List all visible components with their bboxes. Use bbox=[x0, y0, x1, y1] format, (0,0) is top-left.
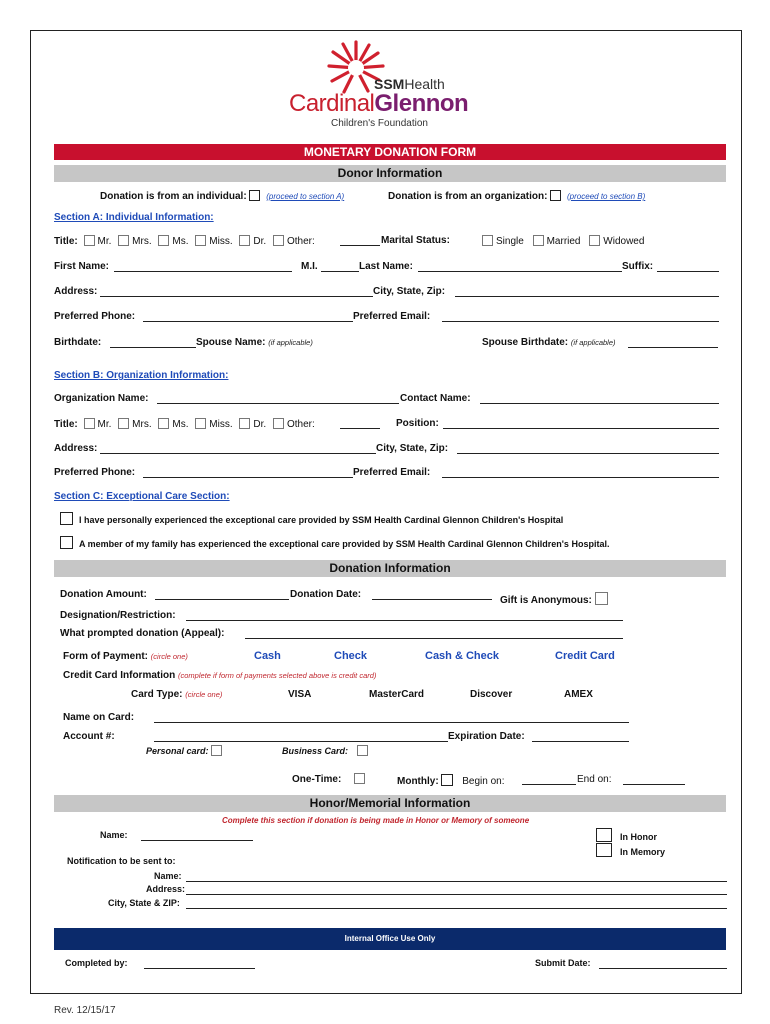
spouse-birthdate-field[interactable] bbox=[628, 347, 718, 348]
honoree-name-label: Name: bbox=[100, 830, 128, 840]
mi-label: M.I. bbox=[301, 261, 318, 272]
b-title-miss-checkbox[interactable] bbox=[195, 418, 206, 429]
account-field[interactable] bbox=[154, 741, 448, 742]
section-b-title: Section B: Organization Information: bbox=[54, 370, 229, 381]
a-city-label: City, State, Zip: bbox=[373, 286, 446, 297]
anonymous-checkbox[interactable] bbox=[595, 592, 608, 605]
b-city-label: City, State, Zip: bbox=[376, 443, 449, 454]
b-title-mrs-checkbox[interactable] bbox=[118, 418, 129, 429]
in-honor-row: In Honor bbox=[596, 828, 657, 842]
notify-address-field[interactable] bbox=[186, 894, 727, 895]
a-address-label: Address: bbox=[54, 286, 98, 297]
notify-name-field[interactable] bbox=[186, 881, 727, 882]
section-a-title: Section A: Individual Information: bbox=[54, 212, 214, 223]
card-mastercard[interactable]: MasterCard bbox=[369, 689, 425, 700]
in-memory-checkbox[interactable] bbox=[596, 843, 612, 857]
appeal-label: What prompted donation (Appeal): bbox=[60, 628, 225, 639]
position-field[interactable] bbox=[443, 428, 719, 429]
personal-card-row: Personal card: bbox=[146, 745, 225, 756]
married-checkbox[interactable] bbox=[533, 235, 544, 246]
org-name-field[interactable] bbox=[157, 403, 399, 404]
b-email-label: Preferred Email: bbox=[353, 467, 431, 478]
b-other-line[interactable] bbox=[340, 428, 380, 429]
logo-cardinal-glennon: CardinalGlennon bbox=[289, 90, 469, 117]
monthly-row: Monthly: Begin on: bbox=[397, 776, 505, 787]
anonymous-row: Gift is Anonymous: bbox=[500, 592, 611, 606]
a-city-field[interactable] bbox=[455, 296, 719, 297]
personal-card-checkbox[interactable] bbox=[211, 745, 222, 756]
amount-label: Donation Amount: bbox=[60, 589, 147, 600]
card-type-row: Card Type: (circle one) bbox=[131, 689, 223, 700]
from-org-row: Donation is from an organization: (proceed to section B) bbox=[388, 191, 646, 202]
b-phone-label: Preferred Phone: bbox=[54, 467, 136, 478]
a-title-mrs-checkbox[interactable] bbox=[118, 235, 129, 246]
notify-city-label: City, State & ZIP: bbox=[108, 898, 180, 908]
card-discover[interactable]: Discover bbox=[470, 689, 513, 700]
b-title-dr-checkbox[interactable] bbox=[239, 418, 250, 429]
payment-credit-card[interactable]: Credit Card bbox=[555, 650, 615, 662]
first-name-label: First Name: bbox=[54, 261, 110, 272]
care-personal-checkbox[interactable] bbox=[60, 512, 73, 525]
donation-date-field[interactable] bbox=[372, 599, 492, 600]
donation-info-header: Donation Information bbox=[54, 560, 726, 577]
contact-label: Contact Name: bbox=[400, 393, 471, 404]
submit-date-field[interactable] bbox=[599, 968, 727, 969]
section-b-title-row: Title: Mr. Mrs. Ms. Miss. Dr. Other: bbox=[54, 419, 315, 430]
logo-ssmhealth: SSMHealth bbox=[374, 76, 445, 92]
cc-info-row: Credit Card Information (complete if form of payments selected above is credit card) bbox=[63, 670, 377, 681]
last-name-field[interactable] bbox=[418, 271, 622, 272]
a-phone-label: Preferred Phone: bbox=[54, 311, 136, 322]
payment-check[interactable]: Check bbox=[334, 650, 368, 662]
notify-name-label: Name: bbox=[154, 871, 182, 881]
monthly-checkbox[interactable] bbox=[441, 774, 453, 786]
position-label: Position: bbox=[396, 418, 439, 429]
org-name-label: Organization Name: bbox=[54, 393, 149, 404]
spouse-name-row: Spouse Name: (if applicable) bbox=[196, 337, 313, 348]
name-on-card-label: Name on Card: bbox=[63, 712, 135, 723]
section-a-title-row: Title: Mr. Mrs. Ms. Miss. Dr. Other: bbox=[54, 236, 315, 247]
proceed-a-link[interactable]: (proceed to section A) bbox=[266, 192, 345, 201]
birthdate-field[interactable] bbox=[110, 347, 196, 348]
account-label: Account #: bbox=[63, 731, 115, 742]
payment-cash[interactable]: Cash bbox=[254, 650, 281, 662]
in-memory-row: In Memory bbox=[596, 843, 665, 857]
marital-label: Marital Status: bbox=[381, 235, 450, 246]
office-use-header: Internal Office Use Only bbox=[54, 928, 726, 950]
section-c-title: Section C: Exceptional Care Section: bbox=[54, 491, 230, 502]
from-individual-row: Donation is from an individual: (proceed to section A) bbox=[100, 191, 345, 202]
single-checkbox[interactable] bbox=[482, 235, 493, 246]
b-phone-field[interactable] bbox=[143, 477, 353, 478]
first-name-field[interactable] bbox=[114, 271, 292, 272]
suffix-label: Suffix: bbox=[622, 261, 654, 272]
b-email-field[interactable] bbox=[442, 477, 719, 478]
expiration-field[interactable] bbox=[532, 741, 629, 742]
onetime-row: One-Time: bbox=[292, 773, 368, 785]
b-title-ms-checkbox[interactable] bbox=[158, 418, 169, 429]
b-address-field[interactable] bbox=[100, 453, 376, 454]
b-city-field[interactable] bbox=[457, 453, 719, 454]
suffix-field[interactable] bbox=[657, 271, 719, 272]
submit-date-label: Submit Date: bbox=[535, 958, 591, 968]
a-phone-field[interactable] bbox=[143, 321, 353, 322]
payment-cash-check[interactable]: Cash & Check bbox=[425, 650, 499, 662]
end-field[interactable] bbox=[623, 784, 685, 785]
business-card-checkbox[interactable] bbox=[357, 745, 368, 756]
donation-date-label: Donation Date: bbox=[290, 589, 362, 600]
care-family-checkbox[interactable] bbox=[60, 536, 73, 549]
end-label: End on: bbox=[577, 774, 612, 785]
notify-city-field[interactable] bbox=[186, 908, 727, 909]
onetime-checkbox[interactable] bbox=[354, 773, 365, 784]
designation-field[interactable] bbox=[186, 620, 623, 621]
mi-field[interactable] bbox=[321, 271, 359, 272]
notify-address-label: Address: bbox=[146, 884, 186, 894]
honoree-name-field[interactable] bbox=[141, 840, 253, 841]
in-honor-checkbox[interactable] bbox=[596, 828, 612, 842]
revision-date: Rev. 12/15/17 bbox=[54, 1005, 116, 1016]
proceed-b-link[interactable]: (proceed to section B) bbox=[567, 192, 646, 201]
donor-info-header: Donor Information bbox=[54, 165, 726, 182]
business-card-row: Business Card: bbox=[282, 745, 371, 756]
a-address-field[interactable] bbox=[100, 296, 373, 297]
name-on-card-field[interactable] bbox=[154, 722, 629, 723]
a-title-mr-checkbox[interactable] bbox=[84, 235, 95, 246]
logo-foundation: Children's Foundation bbox=[331, 118, 428, 129]
designation-label: Designation/Restriction: bbox=[60, 610, 176, 621]
honor-note: Complete this section if donation is being made in Honor or Memory of someone bbox=[222, 816, 530, 825]
organization-checkbox[interactable] bbox=[550, 190, 561, 201]
form-of-payment-row: Form of Payment: (circle one) bbox=[63, 651, 188, 662]
expiration-label: Expiration Date: bbox=[448, 731, 525, 742]
birthdate-label: Birthdate: bbox=[54, 337, 102, 348]
b-address-label: Address: bbox=[54, 443, 98, 454]
contact-field[interactable] bbox=[480, 403, 719, 404]
honor-header: Honor/Memorial Information bbox=[54, 795, 726, 812]
a-title-dr-checkbox[interactable] bbox=[239, 235, 250, 246]
care-family-row: A member of my family has experienced the exceptional care provided by SSM Health Cardinal Glennon Children's Hospital. bbox=[60, 536, 609, 549]
appeal-field[interactable] bbox=[245, 638, 623, 639]
a-title-other-checkbox[interactable] bbox=[273, 235, 284, 246]
amount-field[interactable] bbox=[155, 599, 289, 600]
a-other-line[interactable] bbox=[340, 245, 380, 246]
begin-field[interactable] bbox=[522, 784, 576, 785]
a-email-label: Preferred Email: bbox=[353, 311, 431, 322]
notify-label: Notification to be sent to: bbox=[67, 856, 176, 866]
b-title-mr-checkbox[interactable] bbox=[84, 418, 95, 429]
form-title: MONETARY DONATION FORM bbox=[54, 144, 726, 160]
care-personal-row: I have personally experienced the exceptional care provided by SSM Health Cardinal Glennon Children's Hospital bbox=[60, 512, 563, 525]
b-title-other-checkbox[interactable] bbox=[273, 418, 284, 429]
card-visa[interactable]: VISA bbox=[288, 689, 312, 700]
individual-checkbox[interactable] bbox=[249, 190, 260, 201]
a-email-field[interactable] bbox=[442, 321, 719, 322]
card-amex[interactable]: AMEX bbox=[564, 689, 593, 700]
last-name-label: Last Name: bbox=[359, 261, 413, 272]
spouse-birthdate-row: Spouse Birthdate: (if applicable) bbox=[482, 337, 616, 348]
marital-options: Single Married Widowed bbox=[482, 235, 644, 247]
a-title-miss-checkbox[interactable] bbox=[195, 235, 206, 246]
a-title-ms-checkbox[interactable] bbox=[158, 235, 169, 246]
completed-by-label: Completed by: bbox=[65, 958, 128, 968]
widowed-checkbox[interactable] bbox=[589, 235, 600, 246]
completed-by-field[interactable] bbox=[144, 968, 255, 969]
